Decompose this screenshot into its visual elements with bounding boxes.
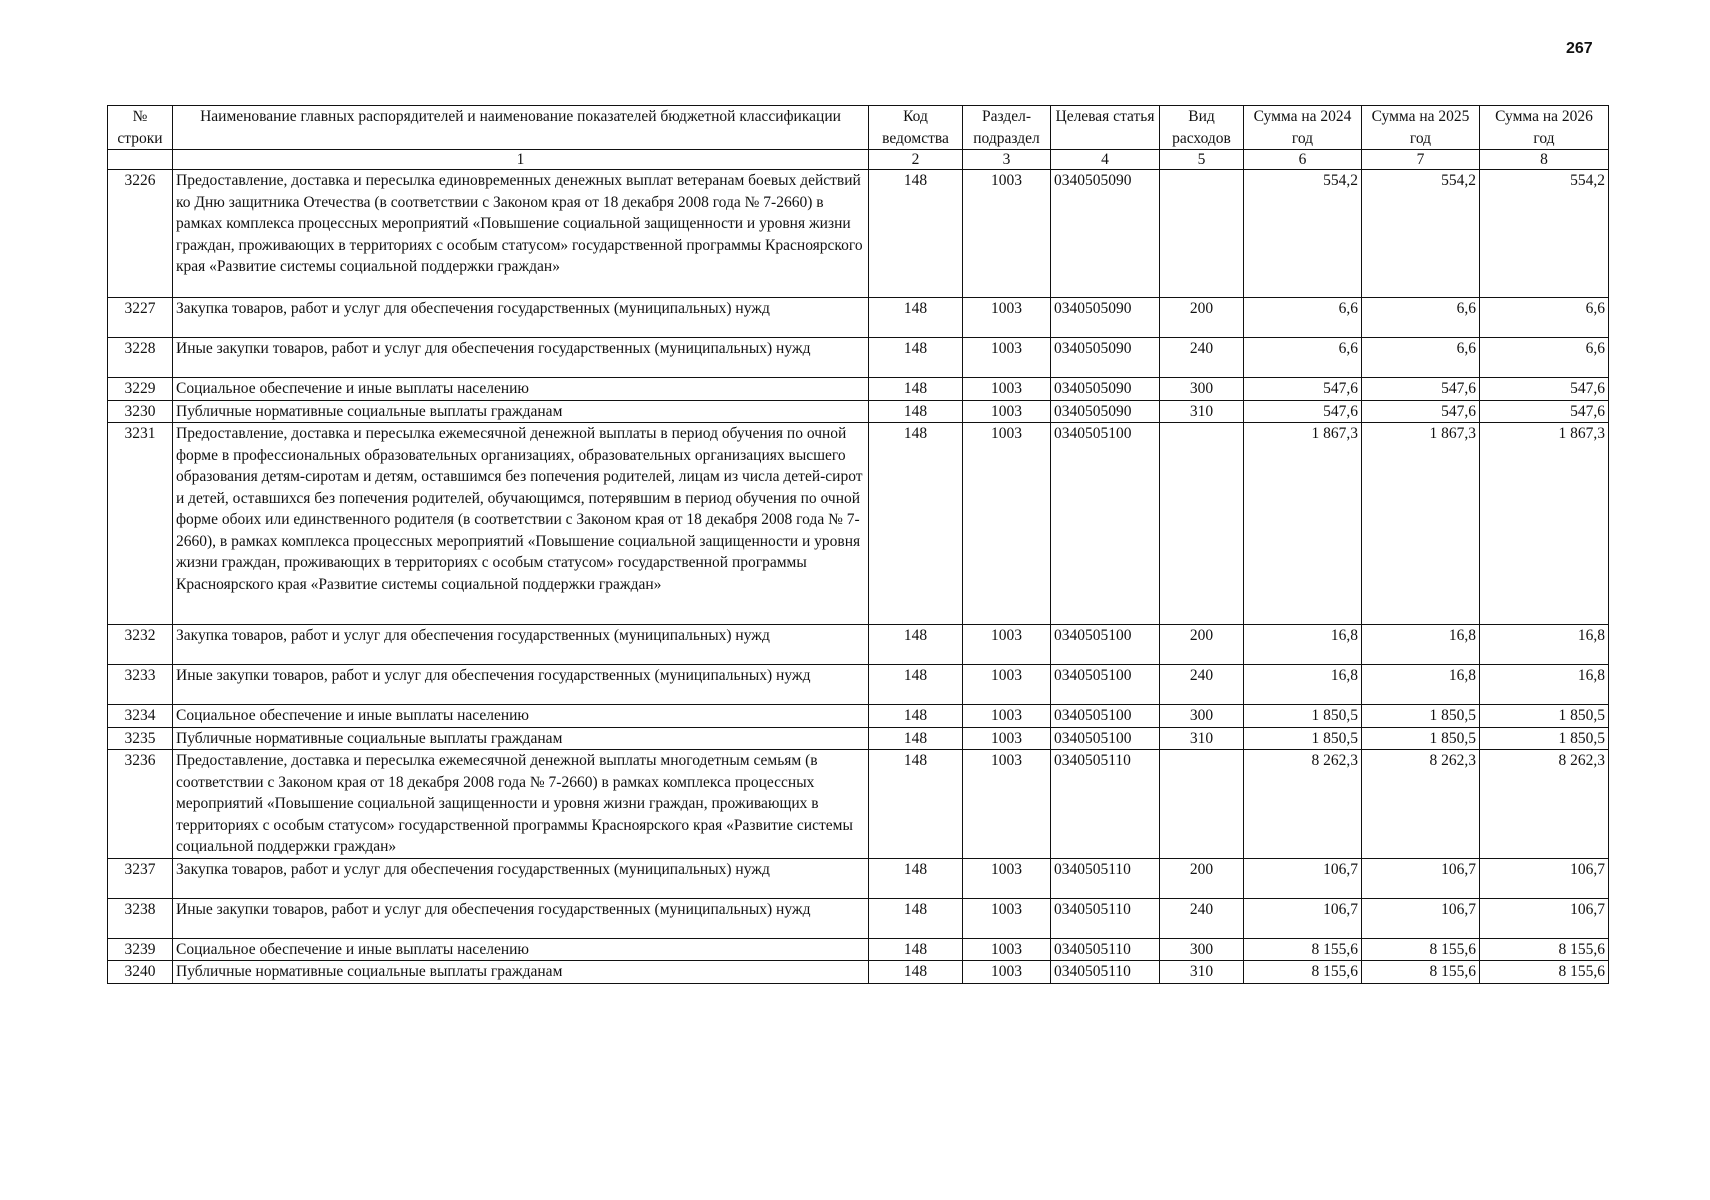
row-target-article: 0340505090 — [1051, 338, 1160, 378]
column-number: 6 — [1244, 150, 1362, 170]
row-number: 3232 — [108, 625, 173, 665]
row-dept-code: 148 — [869, 705, 963, 728]
row-target-article: 0340505110 — [1051, 858, 1160, 898]
table-row — [108, 338, 1609, 378]
table-row — [108, 898, 1609, 938]
row-target-article: 0340505090 — [1051, 400, 1160, 423]
row-sum-2025: 1 850,5 — [1362, 727, 1480, 750]
row-name: Иные закупки товаров, работ и услуг для обеспечения государственных (муниципальных) нужд — [173, 898, 869, 938]
header-target-article: Целевая статья — [1051, 106, 1160, 150]
row-number: 3234 — [108, 705, 173, 728]
row-sum-2025: 6,6 — [1362, 298, 1480, 338]
row-dept-code: 148 — [869, 298, 963, 338]
table-row — [108, 400, 1609, 423]
row-number: 3228 — [108, 338, 173, 378]
row-section: 1003 — [963, 727, 1051, 750]
row-number: 3238 — [108, 898, 173, 938]
row-dept-code: 148 — [869, 665, 963, 705]
row-sum-2025: 547,6 — [1362, 378, 1480, 401]
row-sum-2025: 8 155,6 — [1362, 938, 1480, 961]
row-name: Предоставление, доставка и пересылка ежемесячной денежной выплаты в период обучения по очной форме в профессиональных образовательных организациях, образовательных организациях высшего образования детям-сиротам и детям, оставшимся без попечения родителей, лицам из числа детей-сирот и детей, оставшихся без попечения родителей, обучающимся, потерявшим в период обучения по очной форме обоих или единственного родителя (в соответствии с Законом края от 18 декабря 2008 года № 7-2660), в рамках комплекса процессных мероприятий «Повышение социальной защищенности и уровня жизни граждан, проживающих в территориях с особым статусом» государственной программы Красноярского края «Развитие системы социальной поддержки граждан» — [173, 423, 869, 625]
row-sum-2024: 6,6 — [1244, 298, 1362, 338]
row-sum-2025: 6,6 — [1362, 338, 1480, 378]
column-number-row — [108, 150, 1609, 170]
row-sum-2024: 16,8 — [1244, 665, 1362, 705]
row-dept-code: 148 — [869, 858, 963, 898]
row-name: Социальное обеспечение и иные выплаты населению — [173, 705, 869, 728]
table-row — [108, 705, 1609, 728]
row-number: 3240 — [108, 961, 173, 984]
table-row — [108, 858, 1609, 898]
row-sum-2025: 16,8 — [1362, 625, 1480, 665]
row-target-article: 0340505100 — [1051, 423, 1160, 625]
row-name: Социальное обеспечение и иные выплаты населению — [173, 378, 869, 401]
row-target-article: 0340505090 — [1051, 378, 1160, 401]
header-row-no: № строки — [108, 106, 173, 150]
row-sum-2026: 547,6 — [1480, 400, 1609, 423]
row-expense-type: 310 — [1160, 400, 1244, 423]
row-dept-code: 148 — [869, 338, 963, 378]
row-sum-2026: 1 850,5 — [1480, 727, 1609, 750]
row-sum-2025: 106,7 — [1362, 898, 1480, 938]
row-sum-2024: 8 155,6 — [1244, 938, 1362, 961]
header-sum-2025: Сумма на 2025 год — [1362, 106, 1480, 150]
row-number: 3229 — [108, 378, 173, 401]
table-row — [108, 727, 1609, 750]
row-expense-type: 310 — [1160, 961, 1244, 984]
row-section: 1003 — [963, 400, 1051, 423]
column-number: 1 — [173, 150, 869, 170]
row-dept-code: 148 — [869, 625, 963, 665]
row-section: 1003 — [963, 961, 1051, 984]
row-target-article: 0340505110 — [1051, 938, 1160, 961]
row-name: Иные закупки товаров, работ и услуг для обеспечения государственных (муниципальных) нужд — [173, 338, 869, 378]
table-row — [108, 298, 1609, 338]
row-sum-2026: 1 850,5 — [1480, 705, 1609, 728]
row-expense-type: 310 — [1160, 727, 1244, 750]
row-sum-2025: 8 155,6 — [1362, 961, 1480, 984]
table-row — [108, 938, 1609, 961]
row-sum-2024: 16,8 — [1244, 625, 1362, 665]
header-sum-2024: Сумма на 2024 год — [1244, 106, 1362, 150]
row-section: 1003 — [963, 938, 1051, 961]
row-sum-2026: 6,6 — [1480, 338, 1609, 378]
row-name: Социальное обеспечение и иные выплаты населению — [173, 938, 869, 961]
row-sum-2025: 16,8 — [1362, 665, 1480, 705]
row-sum-2024: 6,6 — [1244, 338, 1362, 378]
row-sum-2024: 106,7 — [1244, 858, 1362, 898]
table-row — [108, 170, 1609, 298]
row-sum-2026: 8 155,6 — [1480, 938, 1609, 961]
row-expense-type: 300 — [1160, 378, 1244, 401]
row-number: 3230 — [108, 400, 173, 423]
row-sum-2026: 1 867,3 — [1480, 423, 1609, 625]
row-sum-2026: 106,7 — [1480, 898, 1609, 938]
row-target-article: 0340505110 — [1051, 750, 1160, 859]
header-name: Наименование главных распорядителей и наименование показателей бюджетной классификации — [173, 106, 869, 150]
row-section: 1003 — [963, 665, 1051, 705]
row-expense-type: 240 — [1160, 665, 1244, 705]
row-name: Иные закупки товаров, работ и услуг для обеспечения государственных (муниципальных) нужд — [173, 665, 869, 705]
row-number: 3235 — [108, 727, 173, 750]
row-section: 1003 — [963, 170, 1051, 298]
row-section: 1003 — [963, 338, 1051, 378]
row-sum-2026: 8 262,3 — [1480, 750, 1609, 859]
row-expense-type — [1160, 750, 1244, 859]
header-sum-2026: Сумма на 2026 год — [1480, 106, 1609, 150]
row-sum-2026: 8 155,6 — [1480, 961, 1609, 984]
row-expense-type: 300 — [1160, 705, 1244, 728]
row-expense-type — [1160, 170, 1244, 298]
row-sum-2024: 547,6 — [1244, 378, 1362, 401]
row-dept-code: 148 — [869, 750, 963, 859]
budget-table — [107, 105, 1609, 984]
row-number: 3231 — [108, 423, 173, 625]
column-number: 4 — [1051, 150, 1160, 170]
row-sum-2025: 1 850,5 — [1362, 705, 1480, 728]
row-dept-code: 148 — [869, 961, 963, 984]
row-dept-code: 148 — [869, 938, 963, 961]
header-section: Раздел-подраздел — [963, 106, 1051, 150]
row-dept-code: 148 — [869, 400, 963, 423]
column-number: 8 — [1480, 150, 1609, 170]
row-number: 3227 — [108, 298, 173, 338]
row-name: Публичные нормативные социальные выплаты гражданам — [173, 400, 869, 423]
row-name: Закупка товаров, работ и услуг для обеспечения государственных (муниципальных) нужд — [173, 858, 869, 898]
table-row — [108, 961, 1609, 984]
table-row — [108, 378, 1609, 401]
row-section: 1003 — [963, 298, 1051, 338]
row-number: 3239 — [108, 938, 173, 961]
row-number: 3237 — [108, 858, 173, 898]
row-target-article: 0340505110 — [1051, 961, 1160, 984]
row-expense-type: 200 — [1160, 858, 1244, 898]
row-section: 1003 — [963, 750, 1051, 859]
row-sum-2024: 8 155,6 — [1244, 961, 1362, 984]
row-target-article: 0340505100 — [1051, 727, 1160, 750]
table-row — [108, 750, 1609, 859]
row-sum-2024: 106,7 — [1244, 898, 1362, 938]
row-name: Публичные нормативные социальные выплаты гражданам — [173, 961, 869, 984]
row-number: 3233 — [108, 665, 173, 705]
row-number: 3236 — [108, 750, 173, 859]
row-name: Предоставление, доставка и пересылка единовременных денежных выплат ветеранам боевых действий ко Дню защитника Отечества (в соответствии с Законом края от 18 декабря 2008 года № 7-2660) в рамках комплекса процессных мероприятий «Повышение социальной защищенности и уровня жизни граждан, проживающих в территориях с особым статусом» государственной программы Красноярского края «Развитие системы социальной поддержки граждан» — [173, 170, 869, 298]
row-target-article: 0340505090 — [1051, 170, 1160, 298]
row-sum-2025: 1 867,3 — [1362, 423, 1480, 625]
column-number: 2 — [869, 150, 963, 170]
row-target-article: 0340505100 — [1051, 705, 1160, 728]
column-number: 3 — [963, 150, 1051, 170]
row-sum-2026: 554,2 — [1480, 170, 1609, 298]
table-row — [108, 423, 1609, 625]
column-number: 7 — [1362, 150, 1480, 170]
row-section: 1003 — [963, 423, 1051, 625]
table-row — [108, 625, 1609, 665]
row-sum-2026: 16,8 — [1480, 625, 1609, 665]
row-sum-2024: 1 850,5 — [1244, 705, 1362, 728]
row-sum-2024: 1 850,5 — [1244, 727, 1362, 750]
row-sum-2026: 106,7 — [1480, 858, 1609, 898]
row-sum-2025: 554,2 — [1362, 170, 1480, 298]
column-number-blank — [108, 150, 173, 170]
row-expense-type: 200 — [1160, 298, 1244, 338]
header-dept-code: Код ведомства — [869, 106, 963, 150]
row-expense-type — [1160, 423, 1244, 625]
row-target-article: 0340505090 — [1051, 298, 1160, 338]
row-expense-type: 240 — [1160, 338, 1244, 378]
row-sum-2026: 6,6 — [1480, 298, 1609, 338]
row-expense-type: 300 — [1160, 938, 1244, 961]
row-dept-code: 148 — [869, 898, 963, 938]
row-sum-2025: 106,7 — [1362, 858, 1480, 898]
header-expense-type: Вид расходов — [1160, 106, 1244, 150]
row-name: Закупка товаров, работ и услуг для обеспечения государственных (муниципальных) нужд — [173, 298, 869, 338]
row-expense-type: 240 — [1160, 898, 1244, 938]
table-row — [108, 665, 1609, 705]
row-sum-2026: 547,6 — [1480, 378, 1609, 401]
row-sum-2025: 8 262,3 — [1362, 750, 1480, 859]
row-section: 1003 — [963, 378, 1051, 401]
row-name: Закупка товаров, работ и услуг для обеспечения государственных (муниципальных) нужд — [173, 625, 869, 665]
row-target-article: 0340505110 — [1051, 898, 1160, 938]
row-expense-type: 200 — [1160, 625, 1244, 665]
row-name: Публичные нормативные социальные выплаты гражданам — [173, 727, 869, 750]
row-sum-2024: 1 867,3 — [1244, 423, 1362, 625]
row-dept-code: 148 — [869, 727, 963, 750]
row-section: 1003 — [963, 898, 1051, 938]
row-dept-code: 148 — [869, 378, 963, 401]
row-dept-code: 148 — [869, 423, 963, 625]
row-number: 3226 — [108, 170, 173, 298]
row-sum-2026: 16,8 — [1480, 665, 1609, 705]
header-row — [108, 106, 1609, 150]
row-dept-code: 148 — [869, 170, 963, 298]
row-sum-2024: 554,2 — [1244, 170, 1362, 298]
column-number: 5 — [1160, 150, 1244, 170]
row-section: 1003 — [963, 858, 1051, 898]
row-name: Предоставление, доставка и пересылка ежемесячной денежной выплаты многодетным семьям (в соответствии с Законом края от 18 декабря 2008 года № 7-2660) в рамках комплекса процессных мероприятий «Повышение социальной защищенности и уровня жизни граждан, проживающих в территориях с особым статусом» государственной программы Красноярского края «Развитие системы социальной поддержки граждан» — [173, 750, 869, 859]
row-sum-2024: 547,6 — [1244, 400, 1362, 423]
row-target-article: 0340505100 — [1051, 625, 1160, 665]
row-sum-2025: 547,6 — [1362, 400, 1480, 423]
row-section: 1003 — [963, 705, 1051, 728]
page-number: 267 — [1566, 40, 1593, 57]
row-target-article: 0340505100 — [1051, 665, 1160, 705]
row-sum-2024: 8 262,3 — [1244, 750, 1362, 859]
row-section: 1003 — [963, 625, 1051, 665]
